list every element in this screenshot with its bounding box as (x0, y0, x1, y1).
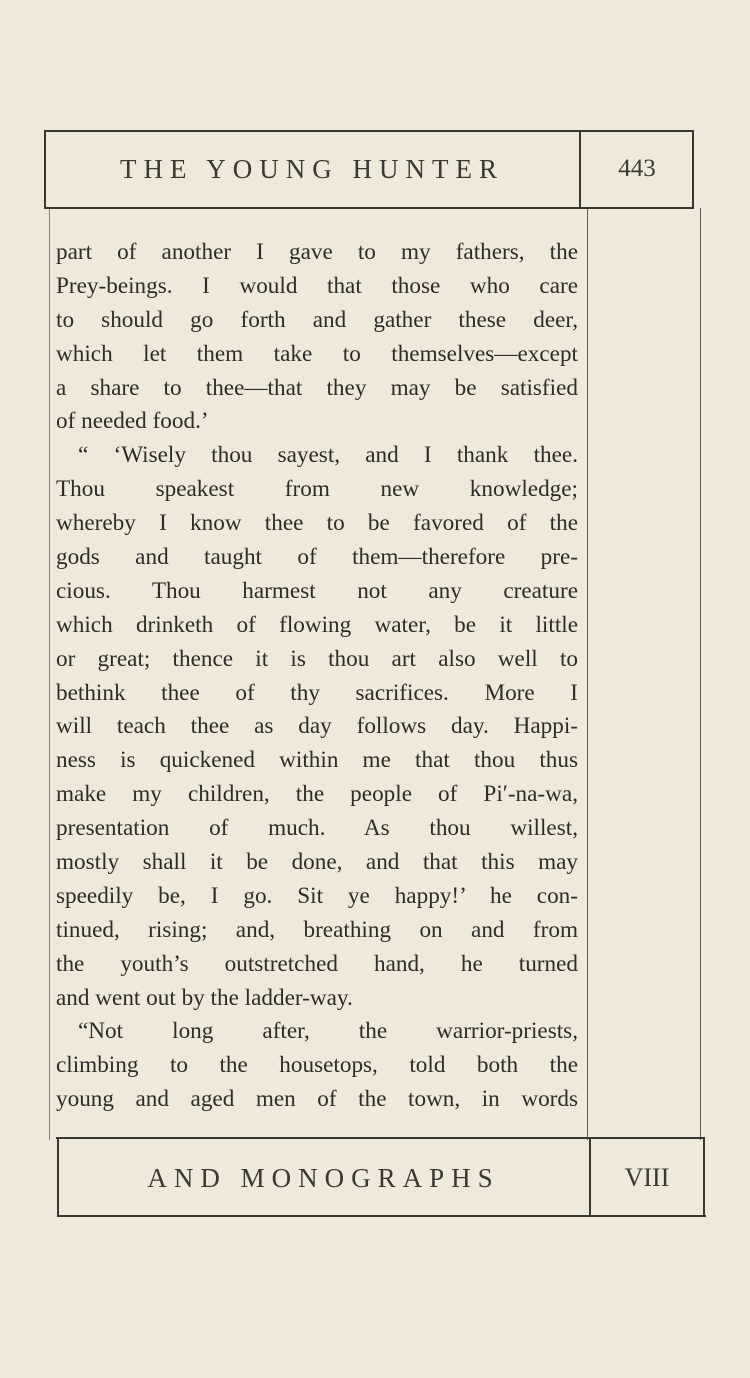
text-line: ness is quickened within me that thou thus (56, 747, 578, 774)
text-left-rule (49, 208, 50, 1140)
text-line: young and aged men of the town, in words (56, 1086, 578, 1113)
text-line: of needed food.’ (56, 408, 209, 435)
text-line: will teach thee as day follows day. Happi- (56, 713, 578, 740)
text-line: Thou speakest from new knowledge; (56, 476, 578, 503)
text-line: tinued, rising; and, breathing on and from (56, 916, 578, 943)
running-title: THE YOUNG HUNTER (120, 153, 504, 184)
page-number: 443 (618, 155, 656, 182)
text-line: part of another I gave to my fathers, the (56, 239, 578, 265)
volume-number: VIII (624, 1163, 670, 1192)
series-title: AND MONOGRAPHS (147, 1162, 500, 1193)
text-line: and went out by the ladder-way. (56, 984, 353, 1011)
text-line: to should go forth and gather these deer, (56, 306, 578, 333)
text-line: the youth’s outstretched hand, he turned (56, 950, 578, 977)
text-line: which let them take to themselves—except (56, 340, 578, 367)
text-line: make my children, the people of Pi′-na-wa, (56, 781, 578, 808)
body-text (56, 236, 578, 1117)
text-line: climbing to the housetops, told both the (56, 1052, 578, 1079)
text-line: a share to thee—that they may be satisfied (56, 374, 578, 401)
text-line: which drinketh of flowing water, be it little (56, 611, 578, 638)
text-line: gods and taught of them—therefore pre- (56, 544, 578, 571)
text-line: cious. Thou harmest not any creature (56, 577, 578, 604)
text-line: whereby I know thee to be favored of the (56, 510, 578, 537)
text-line: Prey-beings. I would that those who care (56, 272, 578, 299)
text-line: “ ‘Wisely thou sayest, and I thank thee. (78, 442, 578, 469)
text-line: bethink thee of thy sacrifices. More I (56, 679, 578, 706)
text-line: or great; thence it is thou art also well to (56, 645, 578, 672)
text-line: mostly shall it be done, and that this may (56, 849, 578, 876)
footer-right-rule (703, 1137, 705, 1217)
text-line: presentation of much. As thou willest, (56, 815, 578, 842)
margin-right-rule (700, 208, 701, 1140)
text-line: “Not long after, the warrior-priests, (78, 1018, 578, 1045)
text-column-divider-rule (587, 208, 588, 1140)
footer-top-rule (56, 1137, 704, 1139)
text-line: speedily be, I go. Sit ye happy!’ he con- (56, 882, 578, 909)
